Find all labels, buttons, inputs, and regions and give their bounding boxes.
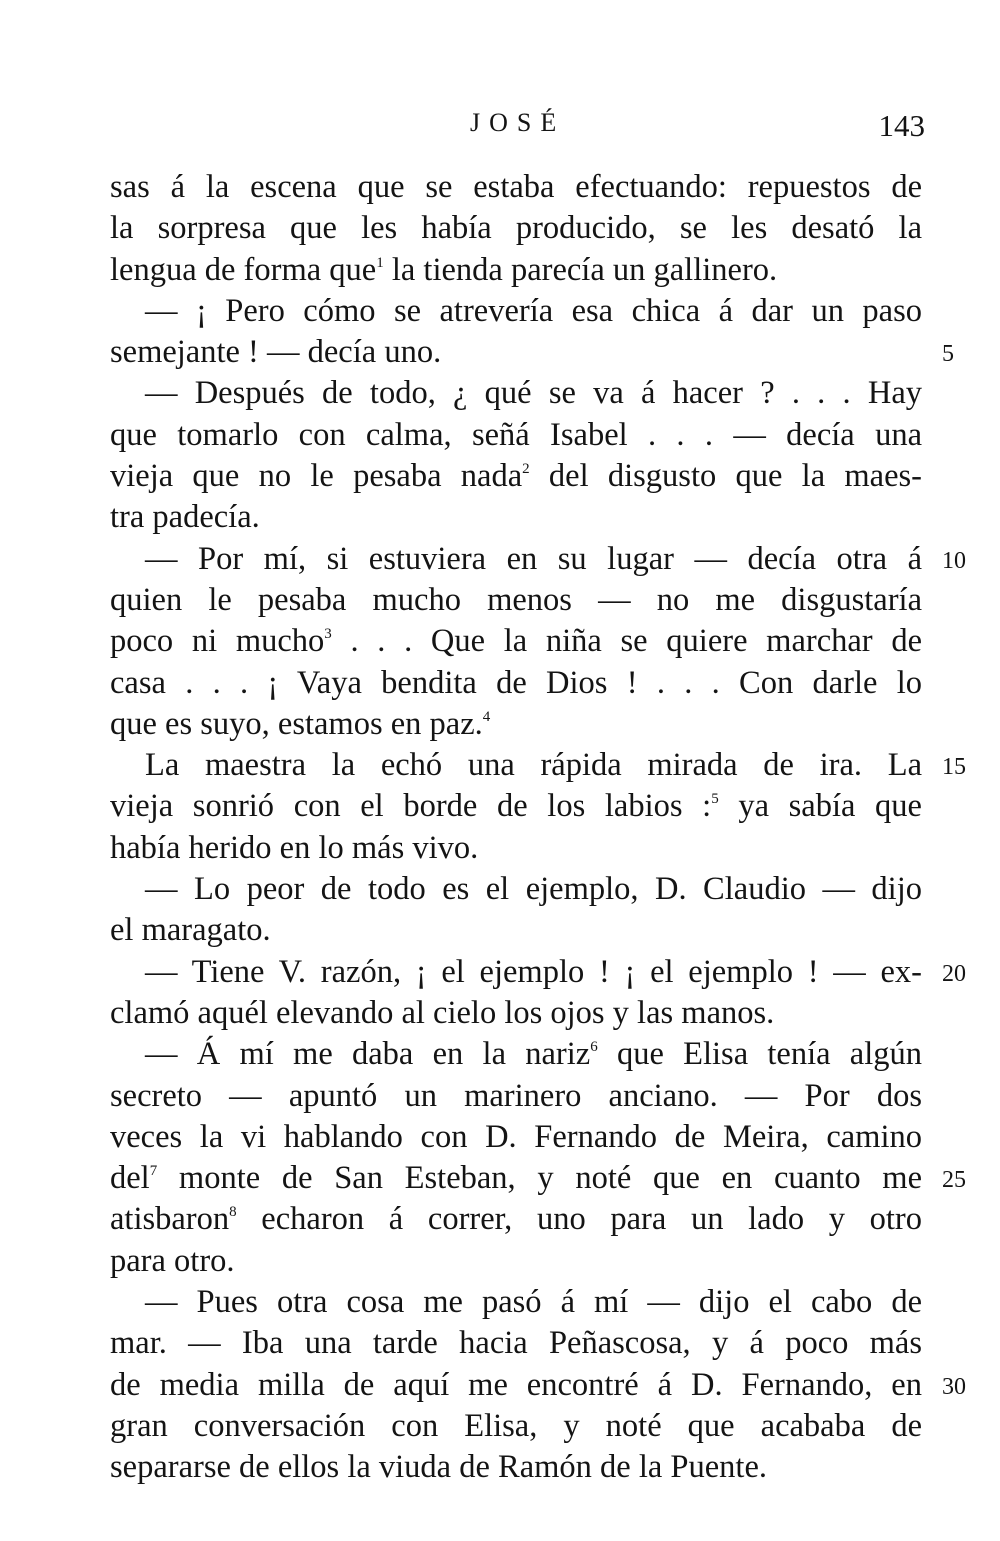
text-line-content: lengua de forma que$^1$ la tienda parecía un gallinero. bbox=[110, 251, 778, 288]
line-number: 20 bbox=[942, 960, 966, 987]
footnote-marker: 5 bbox=[711, 791, 719, 808]
text-line bbox=[110, 1323, 922, 1364]
text-line-content: — ¡ Pero cómo se atrevería esa chica á dar un paso bbox=[145, 292, 922, 329]
text-line bbox=[110, 1365, 966, 1406]
line-number: 30 bbox=[942, 1373, 966, 1400]
text-line-content: separarse de ellos la viuda de Ramón de la Puente. bbox=[110, 1449, 767, 1486]
text-line-content: vieja que no le pesaba nada$^2$ del disgusto que la maes- bbox=[110, 458, 922, 495]
text-line bbox=[110, 1241, 922, 1282]
running-header bbox=[110, 108, 925, 148]
text-line-content: atisbaron$^8$ echaron á correr, uno para un lado y otro bbox=[110, 1201, 922, 1238]
text-line-content: La maestra la echó una rápida mirada de ira. La bbox=[145, 747, 922, 784]
text-line bbox=[110, 1076, 922, 1117]
text-line-content: que es suyo, estamos en paz.$^4$ bbox=[110, 705, 491, 742]
text-line-content: para otro. bbox=[110, 1242, 235, 1279]
text-line bbox=[110, 704, 922, 745]
footnote-marker: 1 bbox=[376, 254, 384, 271]
text-line-content: sas á la escena que se estaba efectuando: repuestos de bbox=[110, 169, 922, 205]
text-line-content: clamó aquél elevando al cielo los ojos y las manos. bbox=[110, 994, 775, 1031]
text-line bbox=[110, 291, 922, 332]
text-line bbox=[110, 1158, 966, 1199]
text-line bbox=[110, 539, 966, 580]
text-line-content: quien le pesaba mucho menos — no me disgustaría bbox=[110, 581, 922, 618]
text-line-content: — Por mí, si estuviera en su lugar — decía otra á bbox=[145, 540, 922, 577]
line-number: 25 bbox=[942, 1167, 966, 1194]
text-line bbox=[110, 1282, 922, 1323]
line-number: 15 bbox=[942, 754, 966, 781]
text-line bbox=[110, 1406, 922, 1447]
footnote-marker: 8 bbox=[229, 1204, 237, 1221]
text-line-content: que tomarlo con calma, señá Isabel . . . — decía una bbox=[110, 416, 922, 453]
text-line-content: — Lo peor de todo es el ejemplo, D. Claudio — dijo bbox=[145, 871, 922, 908]
text-line bbox=[110, 497, 922, 538]
text-line-content: secreto — apuntó un marinero anciano. — Por dos bbox=[110, 1077, 922, 1114]
text-line-content: vieja sonrió con el borde de los labios :$^5$ ya sabía que bbox=[110, 788, 922, 825]
running-title: JOSÉ bbox=[470, 108, 566, 137]
text-line bbox=[110, 332, 954, 373]
text-line bbox=[110, 993, 922, 1034]
text-line-content: — Á mí me daba en la nariz$^6$ que Elisa tenía algún bbox=[145, 1036, 922, 1073]
footnote-marker: 6 bbox=[590, 1039, 598, 1056]
text-line-content: veces la vi hablando con D. Fernando de Meira, camino bbox=[110, 1118, 922, 1155]
text-line bbox=[110, 1447, 922, 1488]
text-line-content: tra padecía. bbox=[110, 499, 260, 536]
text-line-content: — Pues otra cosa me pasó á mí — dijo el cabo de bbox=[145, 1284, 922, 1321]
body-text bbox=[110, 167, 966, 1489]
text-line bbox=[110, 786, 922, 827]
text-line bbox=[110, 663, 922, 704]
text-line bbox=[110, 621, 922, 662]
text-line-content: mar. — Iba una tarde hacia Peñascosa, y á poco más bbox=[110, 1325, 922, 1362]
text-line-content: de media milla de aquí me encontré á D. Fernando, en bbox=[110, 1366, 922, 1403]
text-line bbox=[110, 580, 922, 621]
text-line-content: poco ni mucho$^3$ . . . Que la niña se quiere marchar de bbox=[110, 623, 922, 660]
text-line bbox=[110, 745, 966, 786]
footnote-marker: 4 bbox=[482, 708, 491, 725]
text-line bbox=[110, 828, 922, 869]
text-line bbox=[110, 952, 966, 993]
text-line-content: había herido en lo más vivo. bbox=[110, 829, 479, 866]
text-line bbox=[110, 415, 922, 456]
text-line bbox=[110, 1199, 922, 1240]
line-number: 5 bbox=[942, 341, 954, 368]
footnote-marker: 7 bbox=[149, 1163, 158, 1180]
text-line-content: del$^7$ monte de San Esteban, y noté que en cuanto me bbox=[110, 1160, 922, 1197]
text-line-content: gran conversación con Elisa, y noté que acababa de bbox=[110, 1407, 922, 1444]
text-line-content: — Después de todo, ¿ qué se va á hacer ? . . . Hay bbox=[145, 375, 922, 412]
text-line bbox=[110, 910, 922, 951]
text-line-content: — Tiene V. razón, ¡ el ejemplo ! ¡ el ejemplo ! — ex- bbox=[145, 953, 922, 990]
footnote-marker: 2 bbox=[522, 461, 530, 478]
footnote-marker: 3 bbox=[324, 626, 332, 643]
text-line bbox=[110, 167, 922, 208]
text-line bbox=[110, 1117, 922, 1158]
page-number: 143 bbox=[878, 108, 925, 143]
text-line bbox=[110, 208, 922, 249]
text-line bbox=[110, 250, 922, 291]
text-line bbox=[110, 373, 922, 414]
line-number: 10 bbox=[942, 547, 966, 574]
text-line bbox=[110, 1034, 922, 1075]
text-line-content: la sorpresa que les había producido, se les desató la bbox=[110, 210, 922, 247]
text-line-content: semejante ! — decía uno. bbox=[110, 334, 442, 371]
text-line-content: casa . . . ¡ Vaya bendita de Dios ! . . . Con darle lo bbox=[110, 664, 922, 701]
text-line bbox=[110, 456, 922, 497]
text-line-content: el maragato. bbox=[110, 912, 271, 949]
text-line bbox=[110, 869, 922, 910]
